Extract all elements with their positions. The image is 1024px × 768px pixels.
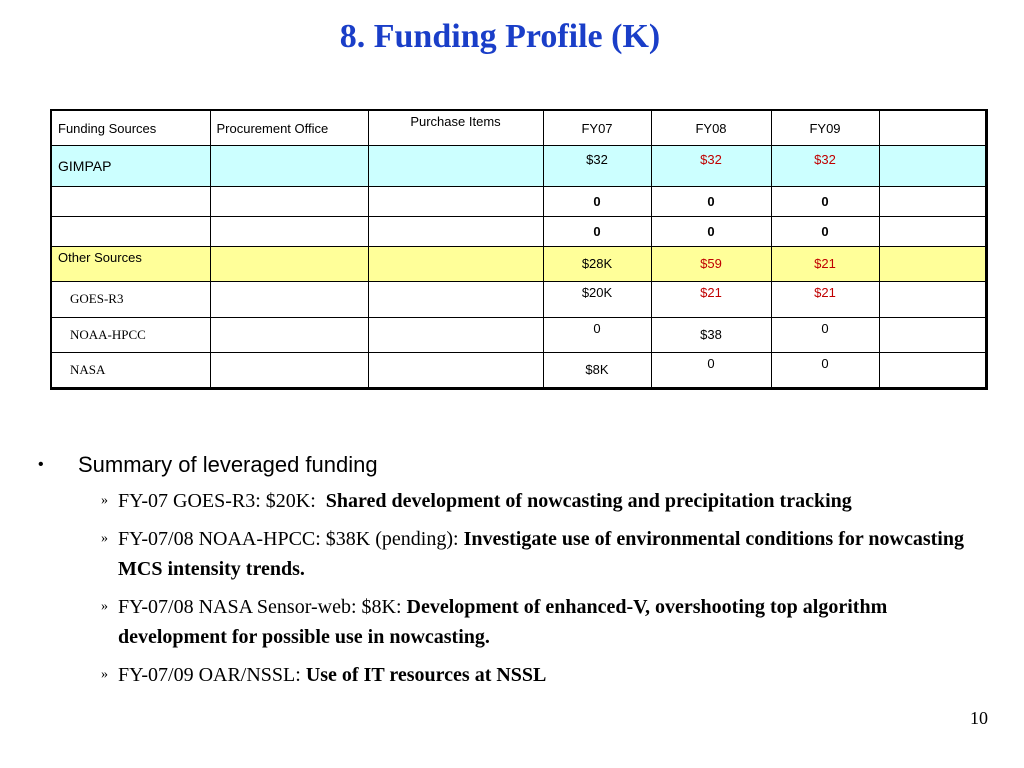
row-label: Other Sources: [52, 246, 210, 281]
fy08-value: $59: [651, 246, 771, 281]
table-cell: [368, 246, 543, 281]
slide-title: 8. Funding Profile (K): [339, 18, 661, 55]
table-cell: [210, 317, 368, 352]
row-label: GIMPAP: [52, 146, 210, 187]
item-detail: Use of IT resources at NSSL: [305, 664, 547, 686]
table-cell: [879, 317, 985, 352]
fy09-value: 0: [771, 187, 879, 217]
table-cell: [210, 282, 368, 317]
fy08-value: $21: [651, 282, 771, 317]
table-row-noaa-hpcc: [52, 317, 985, 352]
fy09-value: $32: [771, 146, 879, 187]
table-cell: [52, 187, 210, 217]
table-cell: [210, 146, 368, 187]
summary-item-text: [118, 592, 968, 652]
summary-item: [38, 486, 978, 516]
row-label: NASA: [52, 352, 210, 387]
item-detail: Shared development of nowcasting and precipitation tracking: [325, 490, 852, 512]
header-funding-sources: Funding Sources: [52, 111, 210, 146]
bullet-dot-icon: •: [38, 456, 44, 473]
fy08-value: 0: [651, 352, 771, 387]
table-cell: [210, 216, 368, 246]
table-row: [52, 187, 985, 217]
item-prefix: FY-07 GOES-R3: $20K:: [118, 490, 326, 512]
chevron-bullet-icon: »: [101, 531, 108, 546]
fy07-value: $32: [543, 146, 651, 187]
table-cell: [368, 317, 543, 352]
summary-item: [38, 660, 978, 690]
table-cell: [368, 146, 543, 187]
item-prefix: FY-07/08 NASA Sensor-web: $8K:: [118, 596, 407, 618]
funding-table: [50, 109, 988, 390]
header-fy08: FY08: [651, 111, 771, 146]
header-fy07: FY07: [543, 111, 651, 146]
table-cell: [879, 352, 985, 387]
header-procurement-office: Procurement Office: [210, 111, 368, 146]
summary-item-text: [118, 524, 968, 584]
chevron-bullet-icon: »: [101, 667, 108, 682]
table-cell: [210, 246, 368, 281]
table-row-nasa: [52, 352, 985, 387]
table-row-gimpap: [52, 146, 985, 187]
fy09-value: $21: [771, 246, 879, 281]
table-cell: [368, 187, 543, 217]
fy07-value: 0: [543, 317, 651, 352]
chevron-bullet-icon: »: [101, 599, 108, 614]
table-cell: [210, 187, 368, 217]
header-purchase-items: Purchase Items: [368, 111, 543, 146]
fy07-value: 0: [543, 187, 651, 217]
table-cell: [879, 187, 985, 217]
summary-heading: Summary of leveraged funding: [78, 452, 378, 477]
fy08-value: 0: [651, 216, 771, 246]
fy08-value: $32: [651, 146, 771, 187]
page-number: 10: [970, 708, 988, 728]
table-cell: [368, 216, 543, 246]
fy07-value: $8K: [543, 352, 651, 387]
row-label: NOAA-HPCC: [52, 317, 210, 352]
table-cell: [368, 352, 543, 387]
table-row-goes-r3: [52, 282, 985, 317]
summary-bullet: [38, 452, 978, 478]
item-prefix: FY-07/09 OAR/NSSL:: [118, 664, 306, 686]
fy08-value: $38: [651, 317, 771, 352]
chevron-bullet-icon: »: [101, 493, 108, 508]
fy09-value: 0: [771, 317, 879, 352]
table-row: [52, 216, 985, 246]
table-cell: [879, 246, 985, 281]
fy07-value: 0: [543, 216, 651, 246]
table-row-other-sources: [52, 246, 985, 281]
table-cell: [879, 282, 985, 317]
fy08-value: 0: [651, 187, 771, 217]
fy09-value: 0: [771, 216, 879, 246]
table-cell: [52, 216, 210, 246]
summary-item: [38, 524, 978, 584]
fy07-value: $28K: [543, 246, 651, 281]
item-detail: Investigate use of environmental conditions for nowcasting MCS intensity trends.: [118, 528, 964, 580]
fy09-value: 0: [771, 352, 879, 387]
row-label: GOES-R3: [52, 282, 210, 317]
summary-item-text: [118, 660, 968, 690]
header-fy09: FY09: [771, 111, 879, 146]
item-prefix: FY-07/08 NOAA-HPCC: $38K (pending):: [118, 528, 464, 550]
summary-item-text: [118, 486, 968, 516]
fy09-value: $21: [771, 282, 879, 317]
header-empty: [879, 111, 985, 146]
table-cell: [368, 282, 543, 317]
summary-section: [38, 452, 978, 690]
item-detail: Development of enhanced-V, overshooting top algorithm development for possible use in nowcasting.: [118, 596, 888, 648]
table-header-row: [52, 111, 985, 146]
summary-item: [38, 592, 978, 652]
fy07-value: $20K: [543, 282, 651, 317]
table-cell: [210, 352, 368, 387]
table-cell: [879, 146, 985, 187]
table-cell: [879, 216, 985, 246]
